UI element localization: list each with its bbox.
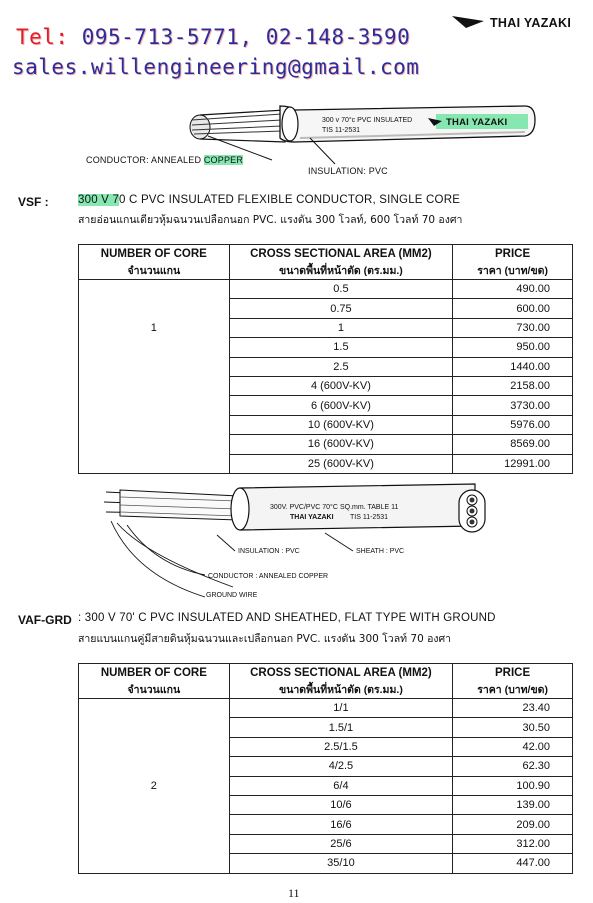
cable1-text-2: TIS 11-2531 bbox=[322, 127, 361, 134]
ground-wire-label: GROUND WIRE bbox=[206, 592, 258, 599]
header-area: CROSS SECTIONAL AREA (MM2) bbox=[229, 664, 453, 682]
core-cell bbox=[79, 834, 230, 853]
header-area: CROSS SECTIONAL AREA (MM2) bbox=[229, 245, 452, 263]
vsf-desc-highlight: 300 V 7 bbox=[78, 194, 120, 206]
cable2-text-3: THAI YAZAKI bbox=[290, 514, 334, 521]
vaf-thai-description: สายแบนแกนคู่มีสายดินหุ้มฉนวนและเปลือกนอก PVC. แรงดัน 300 โวลท์ 70 องศา bbox=[78, 633, 452, 645]
core-cell bbox=[79, 376, 230, 395]
conductor2-label: CONDUCTOR : ANNEALED COPPER bbox=[208, 573, 329, 580]
header-core-thai: จำนวนแกน bbox=[79, 262, 230, 280]
area-cell: 1 bbox=[229, 318, 452, 337]
insulation-label: INSULATION: PVC bbox=[308, 166, 388, 176]
table-row bbox=[79, 815, 573, 834]
header-price: PRICE bbox=[453, 664, 573, 682]
area-cell: 25 (600V-KV) bbox=[229, 454, 452, 473]
sheath-label: SHEATH : PVC bbox=[356, 548, 405, 555]
table-row bbox=[79, 338, 573, 357]
price-cell: 2158.00 bbox=[453, 376, 573, 395]
header-price: PRICE bbox=[453, 245, 573, 263]
phone-numbers: 095-713-5771, 02-148-3590 bbox=[81, 25, 411, 49]
table-row bbox=[79, 318, 573, 337]
price-cell: 42.00 bbox=[453, 737, 573, 756]
page-number: 11 bbox=[288, 886, 300, 900]
vsf-code: VSF : bbox=[18, 195, 49, 209]
core-cell bbox=[79, 795, 230, 814]
vsf-desc-rest: 0 C PVC INSULATED FLEXIBLE CONDUCTOR, SINGLE CORE bbox=[119, 194, 461, 206]
core-cell bbox=[79, 357, 230, 376]
area-cell: 10/6 bbox=[229, 795, 453, 814]
core-cell bbox=[79, 299, 230, 318]
insulation2-label: INSULATION : PVC bbox=[238, 548, 300, 555]
table-row bbox=[79, 299, 573, 318]
vaf-price-table bbox=[78, 663, 573, 874]
area-cell: 2.5 bbox=[229, 357, 452, 376]
table-row bbox=[79, 737, 573, 756]
table-row bbox=[79, 435, 573, 454]
conductor-label bbox=[86, 155, 243, 165]
price-cell: 5976.00 bbox=[453, 415, 573, 434]
table-row bbox=[79, 280, 573, 299]
table-row bbox=[79, 718, 573, 737]
price-cell: 490.00 bbox=[453, 280, 573, 299]
brand-logo bbox=[452, 14, 486, 34]
cable1-brand: THAI YAZAKI bbox=[446, 117, 508, 128]
core-cell bbox=[79, 718, 230, 737]
table-row bbox=[79, 795, 573, 814]
area-cell: 10 (600V-KV) bbox=[229, 415, 452, 434]
contact-email: sales.willengineering@gmail.com bbox=[12, 55, 420, 79]
area-cell: 1.5/1 bbox=[229, 718, 453, 737]
table-row bbox=[79, 757, 573, 776]
flat-cable-cross-section bbox=[458, 489, 486, 533]
table-row bbox=[79, 776, 573, 795]
price-cell: 312.00 bbox=[453, 834, 573, 853]
price-cell: 209.00 bbox=[453, 815, 573, 834]
table-row bbox=[79, 854, 573, 873]
area-cell: 1.5 bbox=[229, 338, 452, 357]
cable1-text-1: 300 v 70°c PVC INSULATED bbox=[322, 117, 413, 124]
cable2-text-1: 300V. PVC/PVC 70°C bbox=[270, 504, 338, 511]
price-cell: 139.00 bbox=[453, 795, 573, 814]
table-row bbox=[79, 415, 573, 434]
table-row bbox=[79, 357, 573, 376]
core-cell: 2 bbox=[79, 776, 230, 795]
cable2-text-2: SQ.mm. TABLE 11 bbox=[340, 504, 399, 511]
core-cell bbox=[79, 815, 230, 834]
price-cell: 730.00 bbox=[453, 318, 573, 337]
table-row bbox=[79, 396, 573, 415]
price-cell: 3730.00 bbox=[453, 396, 573, 415]
price-cell: 447.00 bbox=[453, 854, 573, 873]
vaf-description: : 300 V 70' C PVC INSULATED AND SHEATHED, FLAT TYPE WITH GROUND bbox=[78, 612, 496, 624]
price-cell: 23.40 bbox=[453, 699, 573, 718]
price-cell: 62.30 bbox=[453, 757, 573, 776]
core-cell bbox=[79, 280, 230, 299]
price-cell: 600.00 bbox=[453, 299, 573, 318]
core-cell: 1 bbox=[79, 318, 230, 337]
table-row bbox=[79, 376, 573, 395]
vaf-code: VAF-GRD bbox=[18, 613, 72, 627]
area-cell: 6 (600V-KV) bbox=[229, 396, 452, 415]
core-cell bbox=[79, 415, 230, 434]
brand-name: THAI YAZAKI bbox=[490, 16, 572, 30]
area-cell: 25/6 bbox=[229, 834, 453, 853]
core-cell bbox=[79, 854, 230, 873]
area-cell: 16 (600V-KV) bbox=[229, 435, 452, 454]
brand-arrow-icon bbox=[452, 14, 486, 30]
phone-prefix: Tel: bbox=[16, 25, 69, 49]
vsf-price-table bbox=[78, 244, 573, 474]
price-cell: 100.90 bbox=[453, 776, 573, 795]
area-cell: 4 (600V-KV) bbox=[229, 376, 452, 395]
header-core: NUMBER OF CORE bbox=[79, 245, 230, 263]
conductor-label-copper: COPPER bbox=[203, 155, 244, 165]
price-cell: 8569.00 bbox=[453, 435, 573, 454]
table-row bbox=[79, 834, 573, 853]
price-cell: 950.00 bbox=[453, 338, 573, 357]
core-cell bbox=[79, 338, 230, 357]
conductor-label-prefix: CONDUCTOR: ANNEALED bbox=[86, 155, 204, 165]
vsf-thai-description: สายอ่อนแกนเดียวหุ้มฉนวนเปลือกนอก PVC. แรงดัน 300 โวลท์, 600 โวลท์ 70 องศา bbox=[78, 214, 463, 226]
header-price-thai: ราคา (บาท/ขด) bbox=[453, 681, 573, 699]
area-cell: 6/4 bbox=[229, 776, 453, 795]
table-row bbox=[79, 454, 573, 473]
core-cell bbox=[79, 737, 230, 756]
vsf-description bbox=[78, 194, 460, 206]
price-cell: 12991.00 bbox=[453, 454, 573, 473]
area-cell: 0.5 bbox=[229, 280, 452, 299]
vaf-table-body bbox=[79, 699, 573, 874]
contact-phone bbox=[16, 25, 410, 49]
area-cell: 35/10 bbox=[229, 854, 453, 873]
core-cell bbox=[79, 396, 230, 415]
cable1-arrow-icon bbox=[428, 116, 442, 128]
core-cell bbox=[79, 699, 230, 718]
core-cell bbox=[79, 454, 230, 473]
area-cell: 2.5/1.5 bbox=[229, 737, 453, 756]
cable2-text-4: TIS 11-2531 bbox=[350, 514, 389, 521]
header-core: NUMBER OF CORE bbox=[79, 664, 230, 682]
core-cell bbox=[79, 435, 230, 454]
vsf-table-body bbox=[79, 280, 573, 474]
header-core-thai: จำนวนแกน bbox=[79, 681, 230, 699]
core-cell bbox=[79, 757, 230, 776]
price-cell: 1440.00 bbox=[453, 357, 573, 376]
header-area-thai: ขนาดพื้นที่หน้าตัด (ตร.มม.) bbox=[229, 681, 453, 699]
area-cell: 1/1 bbox=[229, 699, 453, 718]
area-cell: 16/6 bbox=[229, 815, 453, 834]
price-cell: 30.50 bbox=[453, 718, 573, 737]
area-cell: 0.75 bbox=[229, 299, 452, 318]
area-cell: 4/2.5 bbox=[229, 757, 453, 776]
header-area-thai: ขนาดพื้นที่หน้าตัด (ตร.มม.) bbox=[229, 262, 452, 280]
table-row bbox=[79, 699, 573, 718]
header-price-thai: ราคา (บาท/ขด) bbox=[453, 262, 573, 280]
